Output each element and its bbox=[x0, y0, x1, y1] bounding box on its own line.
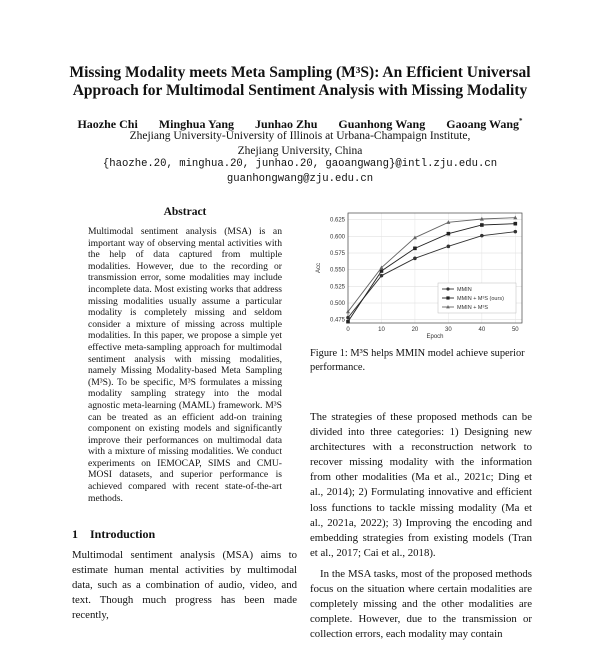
legend-label: MMIN + M³S bbox=[457, 305, 489, 311]
data-point bbox=[480, 234, 484, 238]
y-tick-label: 0.525 bbox=[329, 284, 345, 291]
data-point bbox=[380, 274, 384, 278]
y-tick-label: 0.575 bbox=[329, 251, 345, 257]
data-point bbox=[514, 222, 518, 226]
abstract-heading: Abstract bbox=[163, 206, 207, 218]
author: Guanhong Wang bbox=[338, 117, 426, 131]
author-name: Gaoang Wang bbox=[446, 117, 520, 131]
x-tick-label: 50 bbox=[511, 327, 519, 333]
title-line-2: Approach for Multimodal Sentiment Analysis with Missing Modality bbox=[72, 82, 528, 99]
y-tick-label: 0.500 bbox=[329, 301, 345, 307]
y-tick-label: 0.475 bbox=[329, 317, 345, 324]
data-point bbox=[346, 320, 350, 324]
title-line-1: Missing Modality meets Meta Sampling (M³S): An Efficient Universal bbox=[69, 64, 531, 81]
introduction-text: Multimodal sentiment analysis (MSA) aims to estimate human mental activities by multimodal data, such as a combination of audio, video, and text. Though much progress has been made recently, bbox=[72, 549, 297, 621]
affiliation bbox=[40, 129, 560, 158]
accuracy-line-chart bbox=[310, 205, 530, 340]
legend-marker bbox=[446, 287, 449, 290]
y-tick-label: 0.600 bbox=[329, 234, 345, 241]
author: Junhao Zhu bbox=[255, 117, 318, 131]
data-point bbox=[413, 257, 417, 261]
affiliation-line-2: Zhejiang University, China bbox=[237, 144, 363, 157]
email-line-2: guanhongwang@zju.edu.cn bbox=[226, 172, 374, 185]
y-axis-label: Acc bbox=[316, 262, 322, 274]
email-line-1: {haozhe.20, minghua.20, junhao.20, gaoangwang}@intl.zju.edu.cn bbox=[102, 158, 498, 170]
author: Minghua Yang bbox=[158, 117, 235, 131]
x-tick-label: 10 bbox=[378, 327, 385, 333]
section-title: Introduction bbox=[90, 527, 156, 541]
x-axis-label: Epoch bbox=[426, 334, 444, 340]
paper-title bbox=[40, 64, 560, 100]
y-tick-label: 0.550 bbox=[329, 267, 345, 274]
data-point bbox=[514, 230, 518, 234]
emails bbox=[40, 157, 560, 186]
x-tick-label: 20 bbox=[411, 327, 419, 333]
body-column-right bbox=[310, 410, 532, 648]
author: Haozhe Chi bbox=[77, 117, 138, 131]
x-tick-label: 40 bbox=[478, 327, 486, 333]
section-heading bbox=[72, 527, 155, 542]
legend-label: MMIN bbox=[457, 287, 472, 293]
data-point bbox=[413, 247, 417, 251]
data-point bbox=[447, 245, 451, 249]
corresponding-mark: * bbox=[519, 117, 523, 125]
legend-label: MMIN + M³S (ours) bbox=[457, 296, 504, 302]
paragraph: In the MSA tasks, most of the proposed methods focus on the situation where certain modalities are completely missing and the other modalities are complete. However, due to the transmission or collection errors, each modality may contain bbox=[310, 567, 532, 641]
abstract-text: Multimodal sentiment analysis (MSA) is an important way of observing mental activities with the help of data captured from multiple modalities. However, due to the recording or transmission error, some modalities may include incomplete data. Most existing works that address missing modalities usually assume a particular modality is completely missing and seldom consider a mixture of missing across multiple modalities. In this paper, we propose a simple yet effective meta-sampling approach for multimodal sentiment analysis with missing modalities, namely Missing Modality-based Meta Sampling (M³S). To be specific, M³S formulates a missing modality sampling strategy into the modal agnostic meta-learning (MAML) framework. M³S can be treated as an efficient add-on training component on existing models and significantly improve their performances on multimodal data with a mixture of missing modalities. We conduct experiments on IEMOCAP, SIMS and CMU-MOSI datasets, and superior performance is achieved compared with recent state-of-the-art methods. bbox=[88, 226, 282, 504]
data-point bbox=[447, 232, 451, 236]
data-point bbox=[346, 316, 350, 320]
data-point bbox=[480, 223, 484, 227]
legend-marker bbox=[446, 296, 449, 299]
affiliation-line-1: Zhejiang University-University of Illinois at Urbana-Champaign Institute, bbox=[129, 130, 471, 142]
section-number: 1 bbox=[72, 527, 78, 541]
x-tick-label: 30 bbox=[445, 327, 452, 333]
figure-caption: Figure 1: M³S helps MMIN model achieve superior performance. bbox=[310, 348, 525, 373]
y-tick-label: 0.625 bbox=[329, 217, 345, 224]
x-tick-label: 0 bbox=[346, 327, 350, 333]
paragraph: The strategies of these proposed methods can be divided into three categories: 1) Designing new architectures with a reconstruction network to recover missing modality with the information from other modalities (Ma et al., 2021c; Ding et al., 2014); 2) Formulating innovative and efficient loss functions to tackle missing modality (Ma et al., 2021a, 2022); 3) Improving the encoding and embedding strategies from existing models (Tran et al., 2017; Cai et al., 2018). bbox=[310, 411, 532, 559]
